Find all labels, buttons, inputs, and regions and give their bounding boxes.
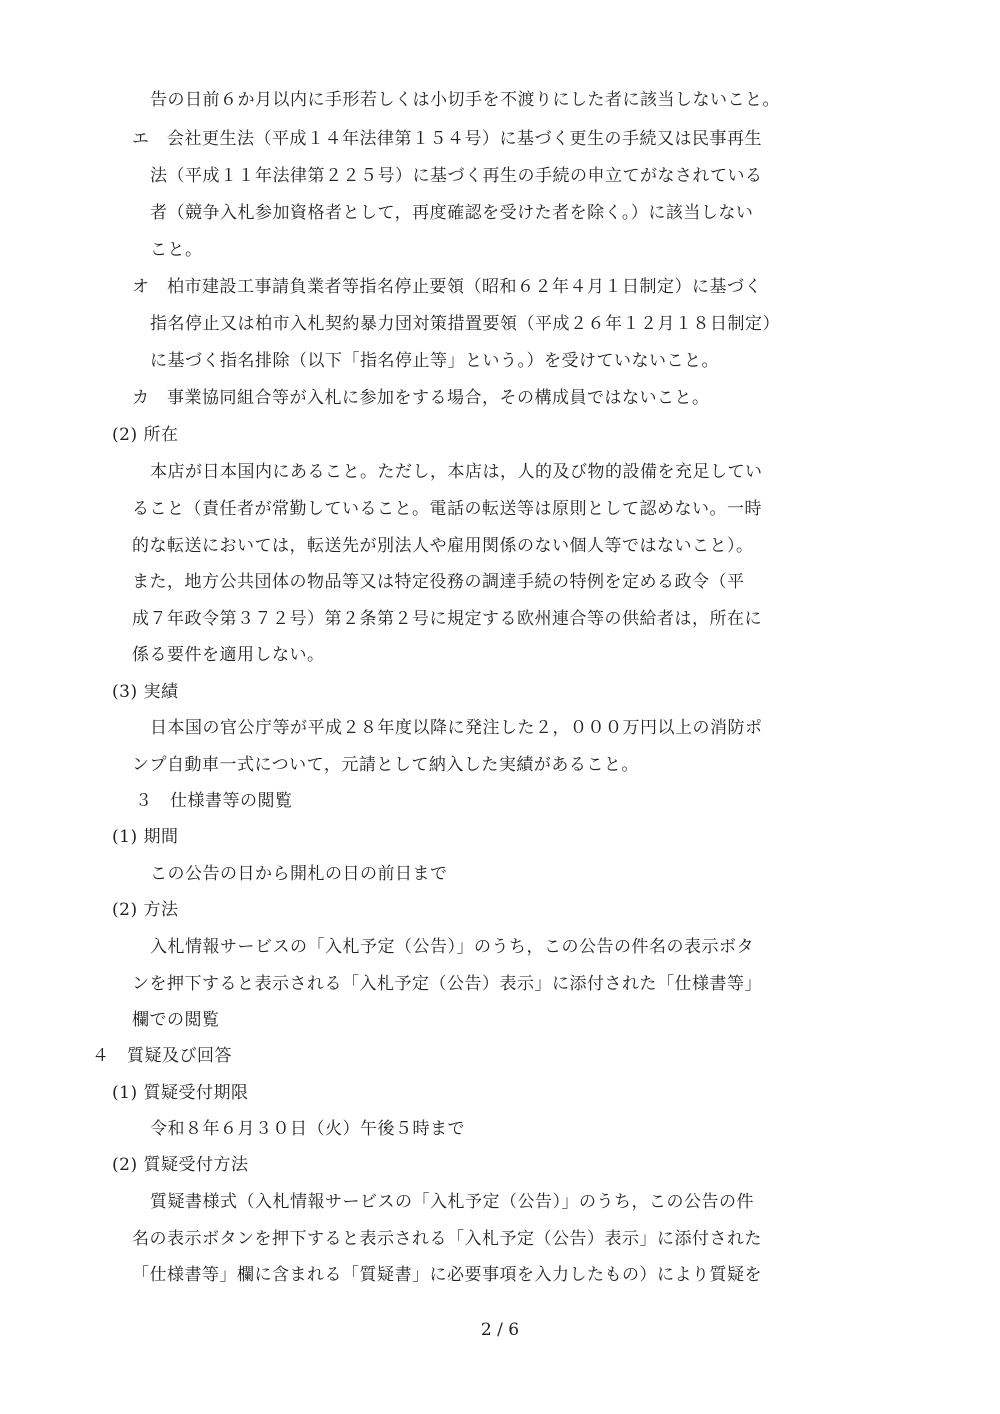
section-3-sub-1-body: この公告の日から開札の日の前日まで xyxy=(150,864,448,884)
section-3-sub-2-body-1: 入札情報サービスの「入札予定（公告）」のうち，この公告の件名の表示ボタ xyxy=(150,937,754,957)
subsection-2-heading: (2) 所在 xyxy=(112,425,179,445)
section-4-sub-2-body-2: 名の表示ボタンを押下すると表示される「入札予定（公告）表示」に添付された xyxy=(132,1229,762,1249)
section-3-heading: ３ 仕様書等の閲覧 xyxy=(135,791,293,811)
item-o-line-2: 指名停止又は柏市入札契約暴力団対策措置要領（平成２６年１２月１８日制定） xyxy=(150,314,780,334)
item-e: エ 会社更生法（平成１４年法律第１５４号）に基づく更生の手続又は民事再生 xyxy=(132,129,762,149)
subsection-2-body-6: 係る要件を適用しない。 xyxy=(132,645,325,665)
item-o-line-3: に基づく指名排除（以下「指名停止等」という。）を受けていないこと。 xyxy=(150,351,719,371)
item-e-line-4: こと。 xyxy=(150,240,203,260)
item-e-line-3: 者（競争入札参加資格者として，再度確認を受けた者を除く。）に該当しない xyxy=(150,203,754,223)
subsection-2-body-5: 成７年政令第３７２号）第２条第２号に規定する欧州連合等の供給者は，所在に xyxy=(132,609,762,629)
section-3-sub-2-body-3: 欄での閲覧 xyxy=(132,1010,220,1030)
item-ka: カ 事業協同組合等が入札に参加をする場合，その構成員ではないこと。 xyxy=(132,388,710,408)
subsection-3-heading: (3) 実績 xyxy=(112,682,179,702)
section-3-sub-2-heading: (2) 方法 xyxy=(112,900,179,920)
section-4-sub-1-body: 令和８年６月３０日（火）午後５時まで xyxy=(150,1119,465,1139)
page-number: 2 / 6 xyxy=(480,1320,520,1340)
item-e-line-2: 法（平成１１年法律第２２５号）に基づく再生の手続の申立てがなされている xyxy=(150,166,763,186)
text-line-continuation: 告の日前６か月以内に手形若しくは小切手を不渡りにした者に該当しないこと。 xyxy=(150,90,780,110)
subsection-2-body-4: また，地方公共団体の物品等又は特定役務の調達手続の特例を定める政令（平 xyxy=(132,572,745,592)
subsection-3-body-2: ンプ自動車一式について，元請として納入した実績があること。 xyxy=(132,755,639,775)
section-4-sub-2-body-3: 「仕様書等」欄に含まれる「質疑書」に必要事項を入力したもの）により質疑を xyxy=(132,1265,762,1285)
section-4-sub-2-body-1: 質疑書様式（入札情報サービスの「入札予定（公告）」のうち，この公告の件 xyxy=(150,1192,754,1212)
subsection-2-body-2: ること（責任者が常勤していること。電話の転送等は原則として認めない。一時 xyxy=(132,499,762,519)
section-4-sub-2-heading: (2) 質疑受付方法 xyxy=(112,1155,249,1175)
subsection-2-body-1: 本店が日本国内にあること。ただし，本店は，人的及び物的設備を充足してい xyxy=(150,462,763,482)
subsection-3-body-1: 日本国の官公庁等が平成２８年度以降に発注した２，０００万円以上の消防ポ xyxy=(150,718,763,738)
subsection-2-body-3: 的な転送においては，転送先が別法人や雇用関係のない個人等ではないこと）。 xyxy=(132,536,754,556)
section-4-heading: ４ 質疑及び回答 xyxy=(92,1046,232,1066)
section-3-sub-1-heading: (1) 期間 xyxy=(112,827,179,847)
section-3-sub-2-body-2: ンを押下すると表示される「入札予定（公告）表示」に添付された「仕様書等」 xyxy=(132,974,762,994)
item-o: オ 柏市建設工事請負業者等指名停止要領（昭和６２年４月１日制定）に基づく xyxy=(132,277,762,297)
section-4-sub-1-heading: (1) 質疑受付期限 xyxy=(112,1083,249,1103)
